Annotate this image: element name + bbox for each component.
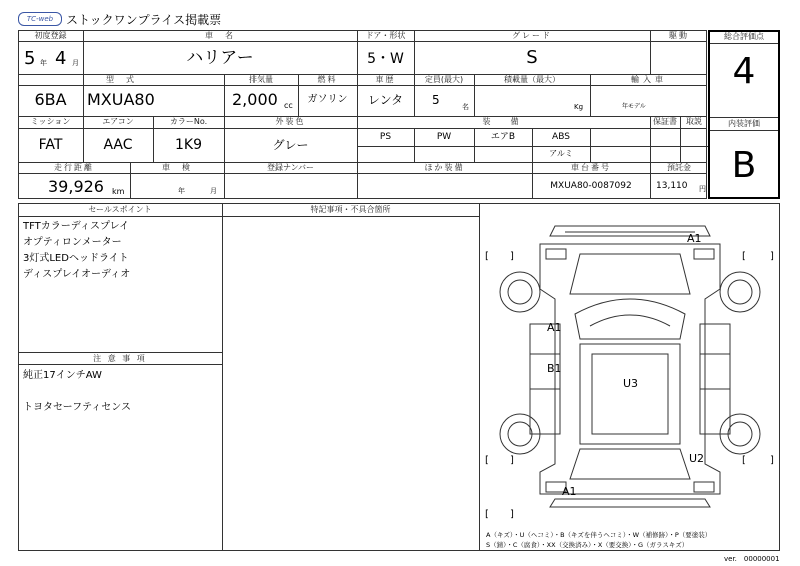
car-name-value: ハリアー [186, 48, 254, 68]
label-capacity: 定員(最大) [424, 75, 464, 84]
estimate-value: 13,110 [656, 181, 688, 191]
model-code: MXUA80 [87, 90, 155, 109]
color-no-value: 1K9 [175, 137, 202, 153]
sales-point-item: ディスプレイオーディオ [23, 269, 131, 280]
mission-value: FAT [38, 137, 63, 153]
damage-mark-hood: A1 [547, 321, 562, 334]
mileage-unit: km [112, 187, 125, 196]
brand-logo: TC-web [18, 12, 62, 26]
equipment-airbag: エアB [490, 132, 516, 142]
label-sales-points: セールスポイント [88, 205, 152, 214]
label-first-reg: 初度登録 [34, 31, 67, 40]
displacement-unit: cc [284, 101, 293, 110]
aircon-value: AAC [103, 137, 133, 153]
label-exterior-color: 外装色 [275, 117, 306, 126]
label-load: 積載量（最大） [504, 75, 560, 84]
month-value: 4 [55, 48, 67, 69]
bracket-close: ] [510, 251, 514, 262]
interior-score: B [731, 145, 757, 186]
label-estimate: 預託金 [667, 163, 691, 172]
damage-legend-line: S（錆）・C（腐食）・XX（交換済み）・X（要交換）・G（ガラスキズ） [486, 541, 689, 549]
mileage-value: 39,926 [48, 177, 104, 196]
score-panel [708, 30, 780, 199]
sales-point-item: 3灯式LEDヘッドライト [23, 253, 129, 264]
model-prefix: 6BA [34, 90, 67, 109]
estimate-unit: 円 [699, 185, 706, 193]
color-value: グレー [272, 138, 309, 152]
overall-score: 4 [732, 51, 756, 92]
label-manual: 取説 [686, 117, 702, 126]
label-import: 輸入車 [631, 75, 667, 84]
equipment-alloy: アルミ [549, 149, 573, 158]
label-grade: グレード [512, 31, 552, 40]
bracket-open: [ [742, 455, 746, 466]
fuel-value: ガソリン [307, 94, 348, 105]
damage-mark-left-door: B1 [547, 362, 562, 375]
label-other-equipment: ほか装備 [424, 163, 465, 172]
label-drive: 駆動 [669, 31, 689, 40]
bracket-close: ] [770, 251, 774, 262]
damage-mark-front-bumper: A1 [687, 232, 702, 245]
label-aircon: エアコン [102, 117, 134, 126]
bracket-close: ] [770, 455, 774, 466]
equipment-pw: PW [436, 132, 452, 142]
label-door-shape: ドア・形状 [365, 31, 406, 40]
label-displacement: 排気量 [249, 75, 273, 84]
grade-value: S [526, 47, 538, 68]
sales-point-item: オプティロンメーター [23, 237, 122, 248]
damage-legend-line: A（キズ）・U（ヘコミ）・B（キズを伴うヘコミ）・W（補修跡）・P（要塗装） [486, 531, 712, 539]
load-unit: Kg [574, 103, 584, 111]
bracket-open: [ [485, 251, 489, 262]
bracket-close: ] [510, 455, 514, 466]
year-value: 5 [24, 48, 36, 69]
label-cautions: 注 意 事 項 [93, 354, 147, 363]
door-value: 5・W [367, 51, 404, 67]
version-label: ver. 00000001 [724, 555, 780, 563]
label-car-name: 車 名 [205, 31, 235, 40]
bracket-open: [ [485, 509, 489, 520]
caution-item: トヨタセーフティセンス [23, 402, 131, 413]
chassis-no: MXUA80-0087092 [550, 181, 632, 191]
year-unit: 年 [40, 59, 47, 67]
label-equipment: 装 備 [482, 117, 525, 126]
damage-mark-right-rear: U2 [689, 452, 705, 465]
label-warranty: 保証書 [653, 117, 677, 126]
damage-mark-rear-bumper: A1 [562, 485, 577, 498]
equipment-abs: ABS [552, 132, 570, 142]
month-unit: 月 [72, 59, 79, 67]
label-plate: 登録ナンバー [266, 163, 315, 172]
label-overall-score: 総合評価点 [724, 32, 764, 41]
import-note: 年モデル [622, 103, 646, 110]
label-remarks: 特記事項・不具合箇所 [310, 205, 391, 214]
label-history: 車歴 [375, 75, 396, 84]
history-value: レンタ [367, 93, 404, 107]
label-mission: ミッション [30, 117, 71, 126]
label-inspection: 車 検 [162, 163, 192, 172]
label-chassis: 車台番号 [571, 163, 611, 172]
sales-point-item: TFTカラーディスプレイ [23, 221, 130, 232]
damage-mark-roof: U3 [623, 377, 639, 390]
capacity-unit: 名 [462, 103, 469, 111]
inspection-month: 月 [210, 187, 217, 195]
displacement-value: 2,000 [232, 90, 278, 109]
car-damage-diagram [480, 204, 780, 530]
label-color-no: カラーNo. [169, 117, 208, 126]
label-interior-score: 内装評価 [728, 119, 760, 128]
bracket-open: [ [742, 251, 746, 262]
equipment-ps: PS [379, 132, 392, 142]
label-model: 型 式 [106, 75, 136, 84]
caution-item: 純正17インチAW [23, 370, 102, 381]
form-title: ストックワンプライス掲載票 [66, 13, 222, 27]
label-mileage: 走行距離 [54, 163, 94, 172]
label-fuel: 燃料 [317, 75, 338, 84]
bracket-close: ] [510, 509, 514, 520]
bracket-open: [ [485, 455, 489, 466]
capacity-value: 5 [432, 93, 440, 107]
inspection-year: 年 [178, 187, 185, 195]
